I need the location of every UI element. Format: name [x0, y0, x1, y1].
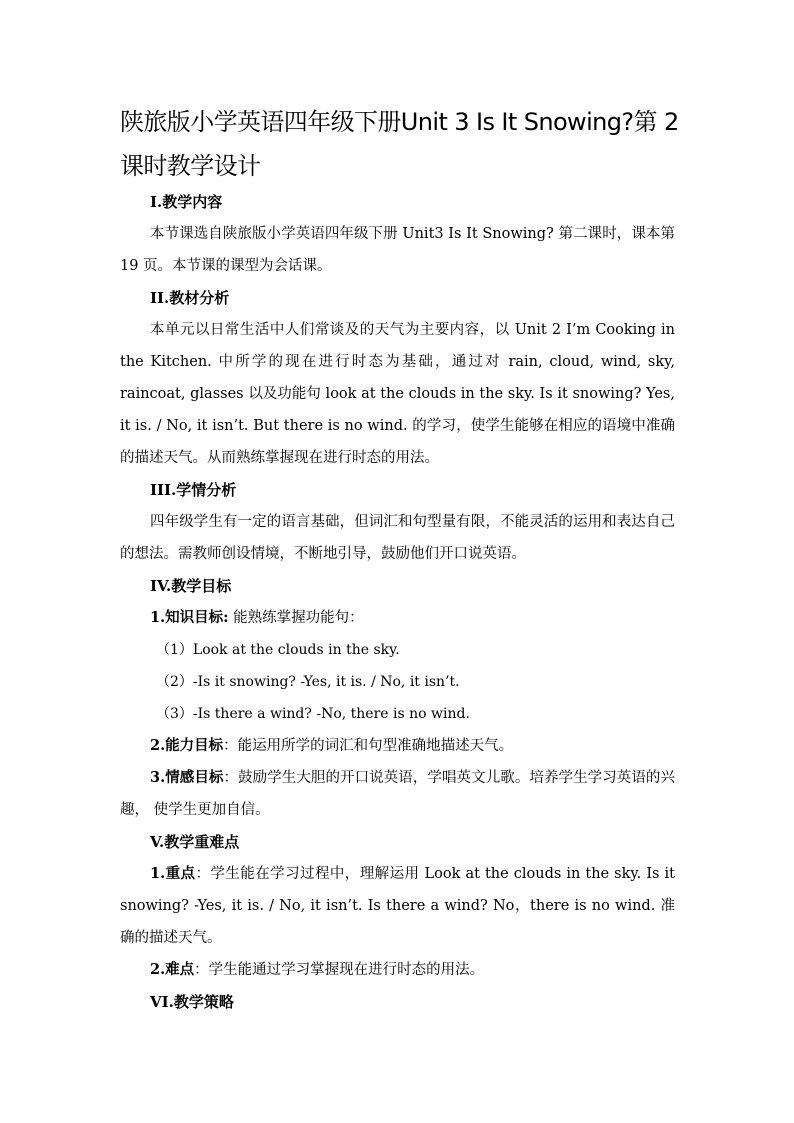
- section-paragraph: 本单元以日常生活中人们常谈及的天气为主要内容，以 Unit 2 I’m Cooking in the Kitchen. 中所学的现在进行时态为基础，通过对 rain, cloud, wind, sky, raincoat, glasses 以及功能句 look at the clouds in the sky. Is it snowing? Yes, it is. / No, it isn’t. But there is no wind. 的学习，使学生能够在相应的语境中准确的描述天气。从而熟练掌握现在进行时态的用法。: [120, 322, 675, 466]
- key-point-label: 1.重点: [150, 865, 196, 882]
- list-item: （2）-Is it snowing? -Yes, it is. / No, it isn’t.: [156, 674, 460, 690]
- document-title: 陕旅版小学英语四年级下册Unit 3 Is It Snowing?第 2 课时教学设计: [120, 108, 679, 180]
- objective-knowledge: [120, 602, 675, 634]
- section-heading-content: I.教学内容: [150, 193, 223, 211]
- section-paragraph: 四年级学生有一定的语言基础，但词汇和句型量有限，不能灵活的运用和表达自己的想法。需教师创设情境，不断地引导，鼓励他们开口说英语。: [120, 514, 675, 562]
- section-heading-key-points: V.教学重难点: [150, 833, 240, 851]
- section-heading-student-analysis: III.学情分析: [150, 481, 237, 499]
- key-point: [120, 858, 675, 954]
- key-point-label: 2.难点: [150, 961, 195, 978]
- key-point-text: ：学生能在学习过程中，理解运用 Look at the clouds in the sky. Is it snowing? -Yes, it is. / No, it isn’t. Is there a wind? No，there is no wind. 准确的描述天气。: [120, 866, 675, 946]
- list-item: （3）-Is there a wind? -No, there is no wind.: [156, 706, 470, 722]
- objective-label: 3.情感目标: [150, 769, 224, 786]
- objective-emotion: [120, 762, 675, 826]
- difficult-point: [120, 954, 675, 986]
- document-body: [120, 186, 675, 1018]
- objective-label: 1.知识目标:: [150, 609, 229, 626]
- section-heading-objectives: IV.教学目标: [150, 577, 232, 595]
- objective-text: ：能运用所学的词汇和句型准确地描述天气。: [223, 738, 514, 754]
- objective-text: ：鼓励学生大胆的开口说英语，学唱英文儿歌。培养学生学习英语的兴趣， 使学生更加自信。: [120, 770, 676, 818]
- section-heading-strategy: VI.教学策略: [150, 993, 234, 1011]
- objective-ability: [120, 730, 675, 762]
- key-point-text: ：学生能通过学习掌握现在进行时态的用法。: [194, 962, 485, 978]
- objective-label: 2.能力目标: [150, 737, 224, 754]
- section-paragraph: 本节课选自陕旅版小学英语四年级下册 Unit3 Is It Snowing? 第二课时，课本第 19 页。本节课的课型为会话课。: [120, 226, 675, 274]
- list-item: （1）Look at the clouds in the sky.: [156, 642, 400, 658]
- objective-text: 能熟练掌握功能句：: [228, 610, 364, 626]
- section-heading-textbook-analysis: II.教材分析: [150, 289, 230, 307]
